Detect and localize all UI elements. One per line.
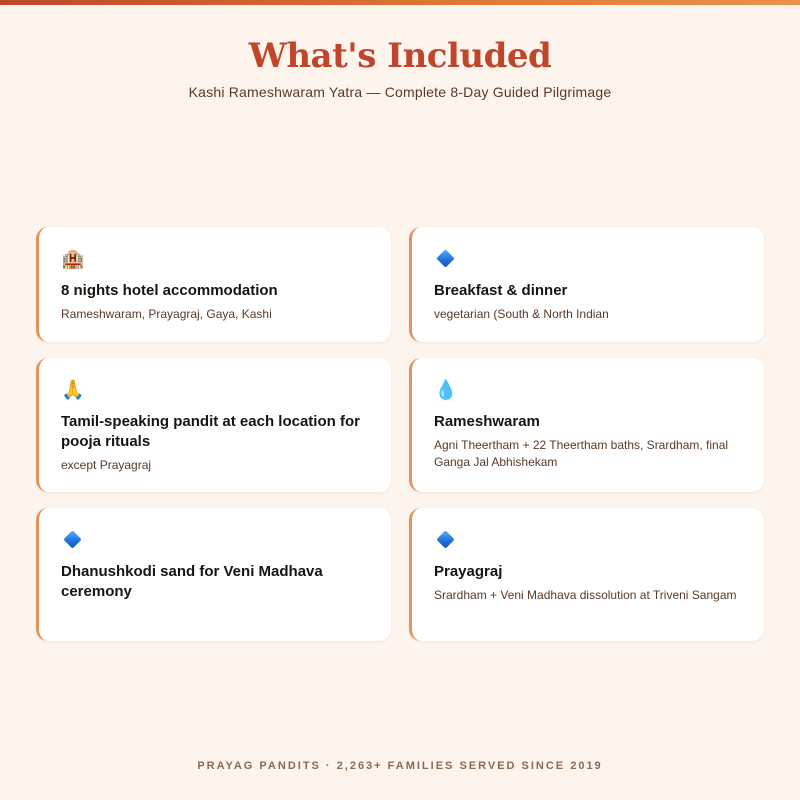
card-description: Srardham + Veni Madhava dissolution at Triveni Sangam bbox=[434, 588, 737, 602]
inclusion-card-meals bbox=[409, 227, 764, 342]
footer-tagline: PRAYAG PANDITS · 2,263+ FAMILIES SERVED SINCE 2019 bbox=[197, 760, 603, 772]
inclusion-card-dhanushkodi bbox=[36, 508, 391, 641]
page-title: What's Included bbox=[248, 36, 552, 76]
inclusion-card-hotel bbox=[36, 227, 391, 342]
blue-diamond-icon bbox=[434, 528, 458, 552]
water-drop-icon: 💧 bbox=[434, 379, 458, 401]
inclusion-card-pandit bbox=[36, 358, 391, 492]
card-description: vegetarian (South & North Indian bbox=[434, 307, 609, 321]
card-title: Breakfast & dinner bbox=[434, 282, 568, 299]
hotel-icon: 🏨 bbox=[61, 248, 85, 270]
card-title: Tamil-speaking pandit at each location for pooja rituals bbox=[61, 413, 360, 450]
blue-diamond-icon bbox=[434, 247, 458, 271]
card-title: 8 nights hotel accommodation bbox=[61, 282, 278, 299]
page-subtitle: Kashi Rameshwaram Yatra — Complete 8-Day Guided Pilgrimage bbox=[188, 84, 612, 100]
card-description: except Prayagraj bbox=[61, 458, 152, 472]
card-title: Dhanushkodi sand for Veni Madhava ceremony bbox=[61, 563, 323, 600]
card-description: Agni Theertham + 22 Theertham baths, Srardham, final Ganga Jal Abhishekam bbox=[434, 438, 729, 469]
praying-hands-icon: 🙏 bbox=[61, 379, 85, 401]
card-title: Prayagraj bbox=[434, 563, 503, 580]
blue-diamond-icon bbox=[61, 528, 85, 552]
card-title: Rameshwaram bbox=[434, 413, 540, 430]
inclusions-grid bbox=[36, 227, 764, 641]
card-description: Rameshwaram, Prayagraj, Gaya, Kashi bbox=[61, 307, 272, 321]
top-accent-bar bbox=[0, 0, 800, 5]
inclusion-card-rameshwaram bbox=[409, 358, 764, 492]
inclusion-card-prayagraj bbox=[409, 508, 764, 641]
